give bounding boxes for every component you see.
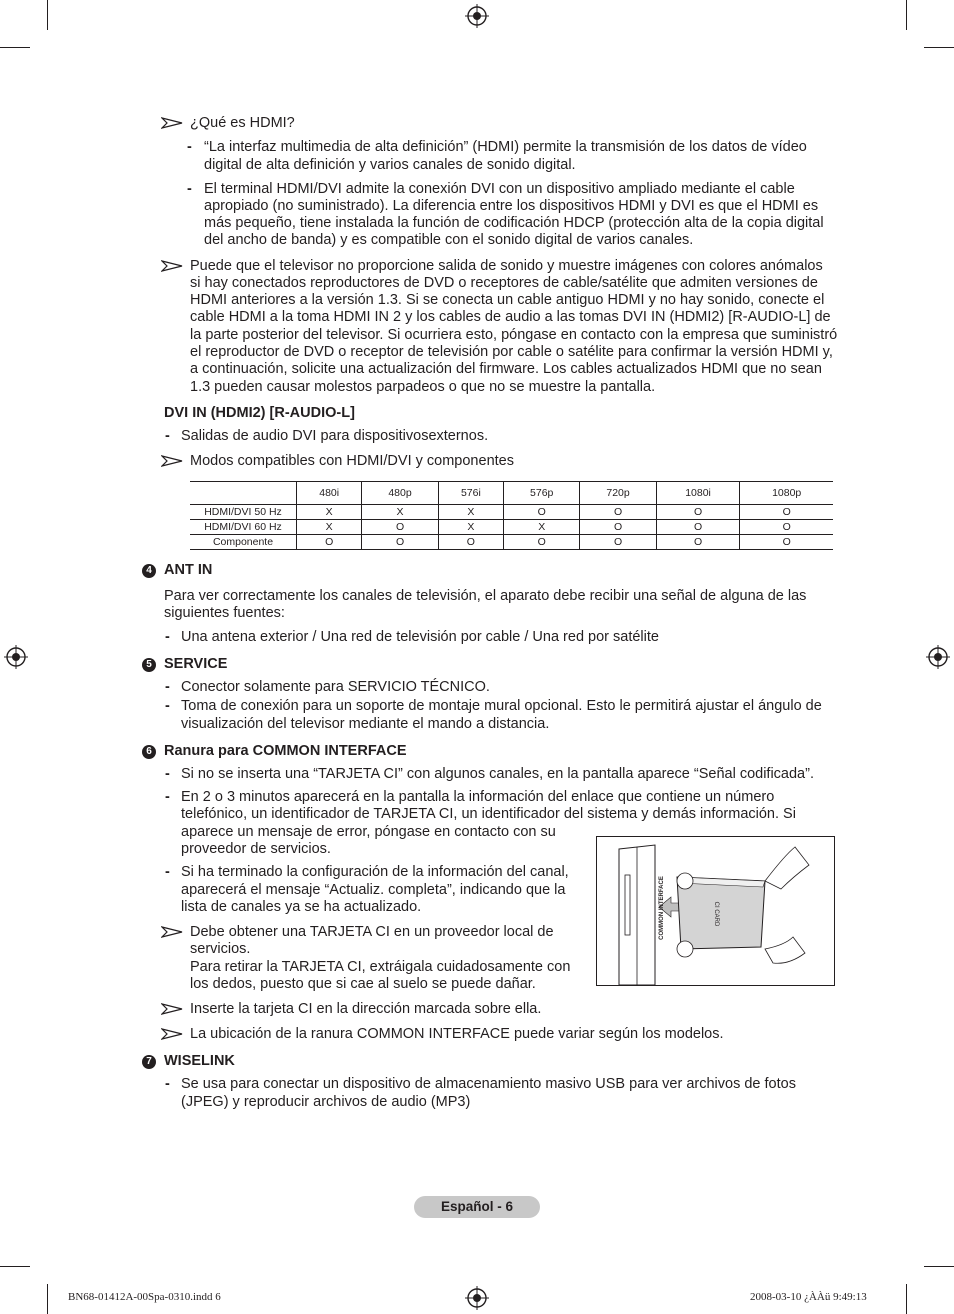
registration-mark-icon (926, 645, 950, 669)
crop-mark (924, 47, 954, 48)
ci-item-line: En 2 o 3 minutos aparecerá en la pantalla la información del enlace que contiene un número (181, 789, 775, 805)
ci-note-line: servicios. (190, 941, 251, 957)
bullet-dash: - (187, 181, 192, 197)
table-row (190, 520, 833, 535)
bullet-dash: - (165, 428, 170, 444)
ci-note-line: Debe obtener una TARJETA CI en un proveedor local de (190, 924, 554, 940)
hdmi-note-line: HDMI anteriores a la versión 1.3. Si se conecta un cable antiguo HDMI y no hay sonido, conecte el (190, 292, 825, 308)
ci-heading: Ranura para COMMON INTERFACE (164, 743, 407, 759)
ci-card-diagram (596, 836, 835, 986)
dvi-note: Modos compatibles con HDMI/DVI y componentes (190, 453, 514, 469)
wiselink-heading: WISELINK (164, 1053, 235, 1069)
table-row-label: Componente (190, 535, 297, 550)
table-column-header: 480p (362, 482, 438, 505)
table-cell: O (362, 535, 438, 550)
registration-mark-icon (465, 4, 489, 28)
table-cell: X (362, 505, 438, 520)
bullet-dash: - (165, 789, 170, 805)
table-row (190, 505, 833, 520)
table-column-header: 480i (297, 482, 362, 505)
table-cell: O (362, 520, 438, 535)
ci-item-line: lista de canales ya se ha actualizado. (181, 899, 422, 915)
table-corner-cell (190, 482, 297, 505)
table-cell: O (580, 535, 656, 550)
ant-paragraph-line: Para ver correctamente los canales de televisión, el aparato debe recibir una señal de alguna de las (164, 588, 807, 604)
ant-paragraph-line: siguientes fuentes: (164, 605, 285, 621)
table-cell: O (740, 520, 833, 535)
hdmi-note-line: a continuación, solicite una actualización del firmware. Los cables actualizados HDMI que no sean (190, 361, 822, 377)
bullet-dash: - (165, 766, 170, 782)
dvi-heading: DVI IN (HDMI2) [R-AUDIO-L] (164, 405, 355, 421)
bullet-dash: - (165, 629, 170, 645)
section-number-badge: 4 (142, 564, 156, 578)
table-cell: O (438, 535, 503, 550)
registration-mark-icon (465, 1286, 489, 1310)
crop-mark (47, 0, 48, 30)
table-row (190, 535, 833, 550)
table-column-header: 720p (580, 482, 656, 505)
dvi-item: Salidas de audio DVI para dispositivosexternos. (181, 428, 489, 444)
table-header-row (190, 482, 833, 505)
ci-item-line: aparecerá el mensaje “Actualiz. completa”, indicando que la (181, 882, 566, 898)
compatibility-table (190, 481, 833, 550)
crop-mark (0, 47, 30, 48)
table-cell: X (438, 505, 503, 520)
bullet-dash: - (165, 864, 170, 880)
service-item-line: Toma de conexión para un soporte de montaje mural opcional. Esto le permitirá ajustar el ángulo de (181, 698, 822, 714)
crop-mark (906, 1284, 907, 1314)
table-row-label: HDMI/DVI 50 Hz (190, 505, 297, 520)
ci-card-label: CI CARD (713, 901, 719, 927)
hdmi-note-line: cable HDMI a la toma HDMI IN 2 y los cables de audio a las tomas DVI IN (HDMI2) [R-AUDIO-L] de (190, 309, 831, 325)
ci-item: Si no se inserta una “TARJETA CI” con algunos canales, en la pantalla aparece “Señal codificada”. (181, 766, 814, 782)
ci-note-line: los dedos, puesto que si cae al suelo se puede dañar. (190, 976, 536, 992)
table-cell: O (297, 535, 362, 550)
hdmi-item-line: digital de alta definición y varios canales de sonido digital. (204, 157, 576, 173)
note-arrow-icon (161, 260, 183, 272)
bullet-dash: - (165, 679, 170, 695)
ci-item-line: telefónico, un identificador de TARJETA CI, un identificador del sistema y demás información. Si (181, 806, 796, 822)
table-column-header: 1080p (740, 482, 833, 505)
table-cell: O (504, 505, 580, 520)
section-number-badge: 5 (142, 658, 156, 672)
section-number-badge: 7 (142, 1055, 156, 1069)
hdmi-item-line: más pequeño, tiene instalada la función de codificación HDCP (protección alta de la copia digital (204, 215, 824, 231)
ci-item-line: proveedor de servicios. (181, 841, 331, 857)
registration-mark-icon (4, 645, 28, 669)
wiselink-item-line: Se usa para conectar un dispositivo de almacenamiento masivo USB para ver archivos de fotos (181, 1076, 796, 1092)
hdmi-note-line: Puede que el televisor no proporcione salida de sonido y muestre imágenes con colores anómalos (190, 258, 823, 274)
table-cell: O (580, 505, 656, 520)
table-cell: O (740, 505, 833, 520)
hdmi-item-line: apropiado (no suministrado). La diferencia entre los dispositivos HDMI y DVI es que el HDMI es (204, 198, 819, 214)
note-arrow-icon (161, 1028, 183, 1040)
table-column-header: 1080i (656, 482, 740, 505)
bullet-dash: - (165, 698, 170, 714)
ci-note: Inserte la tarjeta CI en la dirección marcada sobre ella. (190, 1001, 542, 1017)
hdmi-question: ¿Qué es HDMI? (190, 115, 295, 131)
table-cell: X (504, 520, 580, 535)
crop-mark (47, 1284, 48, 1314)
table-cell: O (504, 535, 580, 550)
print-slug-right: 2008-03-10 ¿ÀÀü 9:49:13 (750, 1291, 867, 1303)
table-cell: O (656, 535, 740, 550)
table-column-header: 576i (438, 482, 503, 505)
note-arrow-icon (161, 117, 183, 129)
hdmi-note-line: el reproductor de DVD o receptor de televisión por cable o satélite para confirmar la versión HDMI y, (190, 344, 833, 360)
table-cell: X (297, 505, 362, 520)
table-cell: O (656, 505, 740, 520)
bullet-dash: - (187, 139, 192, 155)
table-row-label: HDMI/DVI 60 Hz (190, 520, 297, 535)
table-cell: O (740, 535, 833, 550)
ci-item-line: Si ha terminado la configuración de la información del canal, (181, 864, 569, 880)
note-arrow-icon (161, 926, 183, 938)
service-heading: SERVICE (164, 656, 228, 672)
wiselink-item-line: (JPEG) y reproducir archivos de audio (MP3) (181, 1094, 471, 1110)
table-cell: O (580, 520, 656, 535)
ant-item: Una antena exterior / Una red de televisión por cable / Una red por satélite (181, 629, 659, 645)
crop-mark (906, 0, 907, 30)
crop-mark (924, 1266, 954, 1267)
ci-note-line: Para retirar la TARJETA CI, extráigala cuidadosamente con (190, 959, 571, 975)
ci-note: La ubicación de la ranura COMMON INTERFACE puede variar según los modelos. (190, 1026, 724, 1042)
section-number-badge: 6 (142, 745, 156, 759)
hdmi-note-line: la parte posterior del televisor. Si ocurriera esto, póngase en contacto con la empresa que suministró (190, 327, 838, 343)
ci-item-line: aparece un mensaje de error, póngase en contacto con su (181, 824, 556, 840)
hdmi-note-line: 1.3 pueden causar molestos parpadeos o que no se muestre la pantalla. (190, 379, 656, 395)
ant-heading: ANT IN (164, 562, 213, 578)
hdmi-note-line: si hay conectados reproductores de DVD o receptores de cable/satélite que admiten versiones de (190, 275, 818, 291)
note-arrow-icon (161, 455, 183, 467)
crop-mark (0, 1266, 30, 1267)
table-column-header: 576p (504, 482, 580, 505)
bullet-dash: - (165, 1076, 170, 1092)
page-number-label: Español - 6 (414, 1196, 540, 1218)
table-cell: X (297, 520, 362, 535)
table-cell: O (656, 520, 740, 535)
ci-slot-label: COMMON INTERFACE (659, 876, 665, 940)
table-cell: X (438, 520, 503, 535)
service-item-line: visualización del televisor mediante el mando a distancia. (181, 716, 550, 732)
hdmi-item-line: El terminal HDMI/DVI admite la conexión DVI con un dispositivo ampliado mediante el cable (204, 181, 795, 197)
note-arrow-icon (161, 1003, 183, 1015)
hdmi-item-line: “La interfaz multimedia de alta definición” (HDMI) permite la transmisión de los datos de vídeo (204, 139, 807, 155)
service-item: Conector solamente para SERVICIO TÉCNICO. (181, 679, 490, 695)
print-slug-left: BN68-01412A-00Spa-0310.indd 6 (68, 1291, 221, 1303)
hdmi-item-line: del ancho de banda) y es compatible con el sonido digital de varios canales. (204, 232, 694, 248)
